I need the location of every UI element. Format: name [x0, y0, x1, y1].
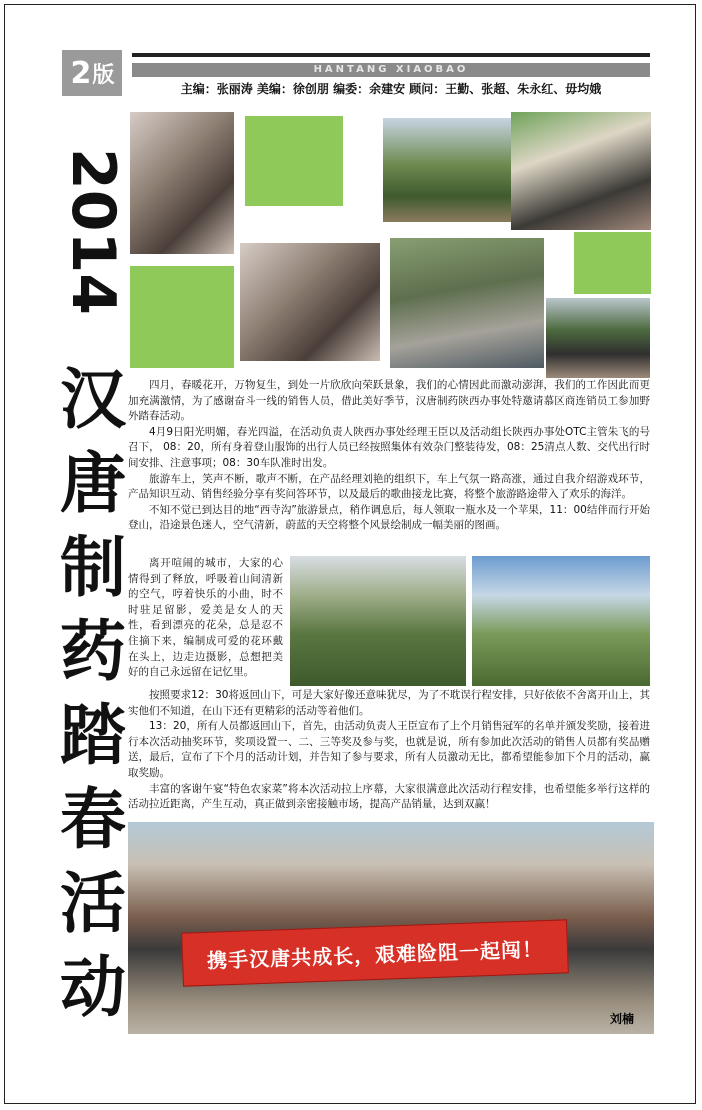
photo-restaurant-gathering: [511, 112, 651, 230]
article-paragraph: 离开喧闹的城市，大家的心情得到了释放，呼吸着山间清新的空气，哼着快乐的小曲，时不时驻足留影，爱美是女人的天性，看到漂亮的花朵，总是忍不住摘下来，编制成可爱的花环戴在头上，边走边摄影，总想把美好的自己永远留在记忆里。: [128, 557, 283, 679]
headline-char: 动: [60, 949, 126, 1026]
article-body-wrap: [128, 556, 283, 681]
article-paragraph: 不知不觉已到达目的地“西寺沟”旅游景点，稍作调息后，每人领取一瓶水及一个苹果，11：00结伴而行开始登山，沿途景色迷人，空气清新，蔚蓝的天空将整个风景绘制成一幅美丽的图画。: [128, 503, 650, 532]
article-paragraph: 丰富的客谢午宴“特色农家菜”将本次活动拉上序幕，大家很满意此次活动行程安排，也希望能多举行这样的活动拉近距离，产生互动，真正做到亲密接触市场，提高产品销量，达到双赢！: [128, 782, 650, 811]
headline-char: 汉: [60, 361, 126, 438]
photo-rock-portrait: [390, 238, 544, 368]
article-paragraph: 旅游车上，笑声不断，歌声不断，在产品经理刘艳的组织下，车上气氛一路高涨，通过自我介绍游戏环节，产品知识互动、销售经验分享有奖问答环节，以及最后的歌曲接龙比赛，将整个旅游路途带入了欢乐的海洋。: [128, 472, 650, 501]
edition-number: 2: [70, 55, 91, 91]
article-body-top: [128, 378, 650, 534]
headline-char: 活: [60, 865, 126, 942]
headline: [58, 148, 128, 1028]
editorial-credits: 主编：张丽涛 美编：徐创朋 编委：余建安 顾问：王勤、张超、朱永红、毋均娥: [180, 82, 602, 96]
article-paragraph: 按照要求12：30将返回山下，可是大家好像还意味犹尽，为了不耽误行程安排，只好依依不舍离开山上，其实他们不知道，在山下还有更精彩的活动等着他们。: [128, 689, 650, 717]
green-placeholder-block: [245, 116, 343, 206]
photo-small-group: [546, 298, 650, 378]
article-body-bottom: [128, 688, 650, 813]
photo-bus-passengers: [130, 112, 234, 254]
photo-bus-interior: [240, 243, 380, 361]
group-banner: 携手汉唐共成长，艰难险阻一起闯！: [181, 919, 569, 986]
masthead-band: HANTANG XIAOBAO: [132, 63, 650, 77]
edition-suffix: 版: [92, 62, 114, 88]
headline-char: 唐: [60, 445, 126, 522]
article-paragraph: 四月，春暖花开，万物复生，到处一片欣欣向荣跃景象，我们的心情因此而激动澎湃，我们的工作因此而更加充满激情，为了感谢奋斗一线的销售人员，借此美好季节，汉唐制药陕西办事处特邀请慕区商连销员工参加野外踏春活动。: [128, 379, 650, 423]
headline-char: 药: [60, 613, 126, 690]
headline-char: 春: [60, 781, 126, 858]
green-placeholder-block: [130, 266, 234, 368]
photo-mountain-trees: [290, 556, 466, 686]
headline-year: 2014: [58, 148, 128, 315]
photo-forest-hike: [383, 118, 511, 222]
photo-mountain-sky: [472, 556, 650, 686]
photo-group-banner: [128, 822, 654, 1034]
green-placeholder-block: [574, 232, 651, 294]
headline-char: 制: [60, 529, 126, 606]
header-rule: [132, 53, 650, 57]
edition-badge: [62, 50, 122, 96]
author-credit: 刘楠: [610, 1012, 635, 1026]
article-paragraph: 4月9日阳光明媚，春光四溢，在活动负责人陕西办事处经理王臣以及活动组长陕西办事处OTC主管朱飞的号召下， 08：20，所有身着登山服饰的出行人员已经按照集体有效杂门整装待发，08：25清点人数、交代出行时间安排、注意事项；08：30车队准时出发。: [128, 425, 650, 469]
headline-char: 踏: [60, 697, 126, 774]
article-paragraph: 13：20，所有人员都返回山下，首先，由活动负责人王臣宣布了上个月销售冠军的名单并颁发奖励，接着进行本次活动抽奖环节，奖项设置一、二、三等奖及参与奖，也就是说，所有参加此次活动的销售人员都有奖品赠送，最后，宣布了下个月的活动计划，并告知了参与要求，所有人员激动无比，都希望能参加下个月的活动，赢取奖励。: [128, 720, 650, 779]
